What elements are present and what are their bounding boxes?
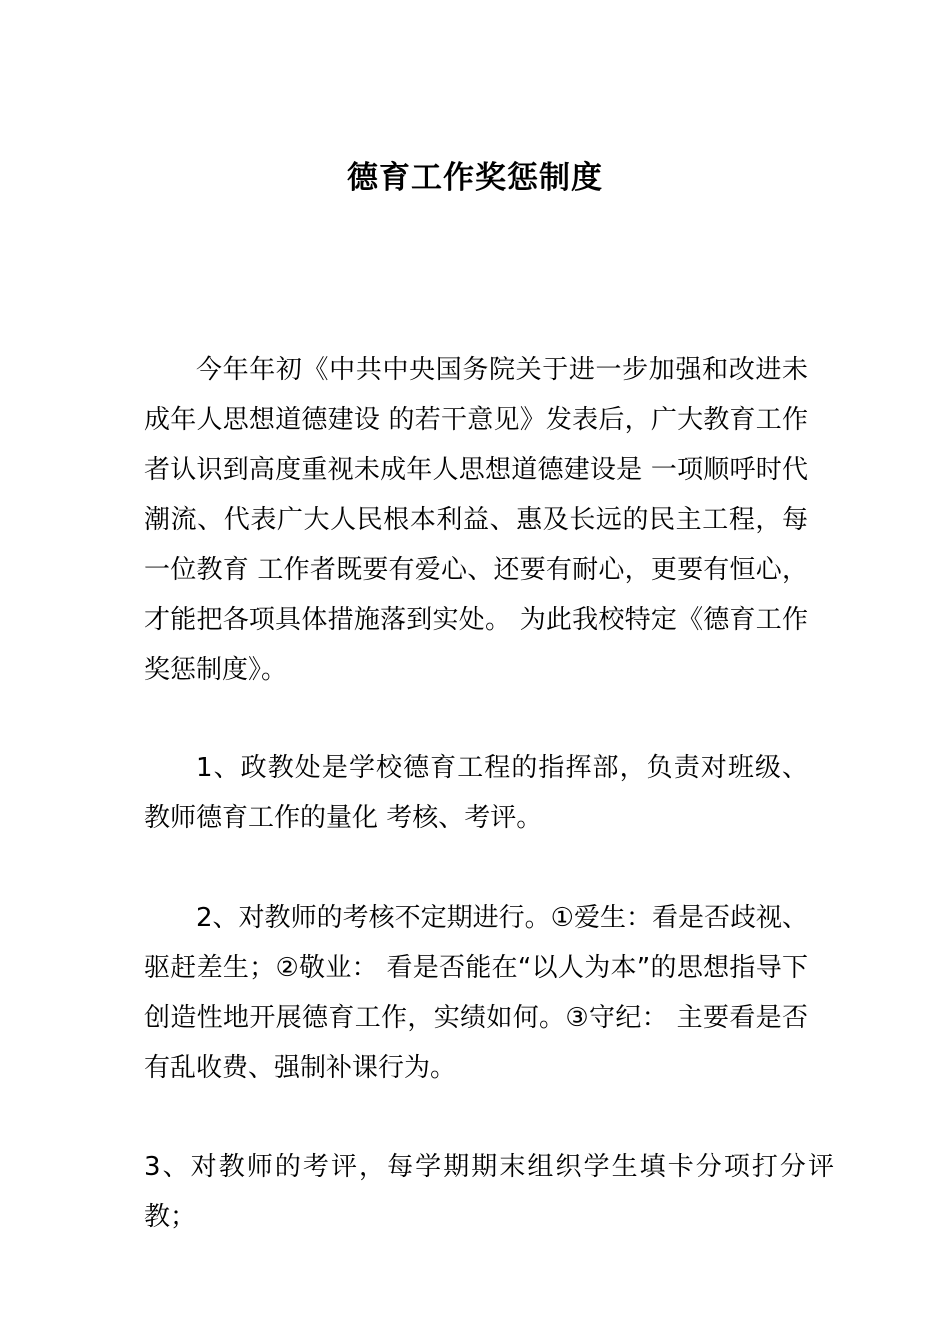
rule-item-3: 3、对教师的考评，每学期期末组织学生填卡分项打分评教；: [144, 1152, 834, 1232]
intro-paragraph: 今年年初《中共中央国务院关于进一步加强和改进未成年人思想道德建设 的若干意见》发表后，广大教育工作者认识到高度重视未成年人思想道德建设是 一项顺呼时代潮流、代表广大人民根本利益、惠及长远的民主工程，每一位教育 工作者既要有爱心、还要有耐心，更要有恒心，才能把各项具体措施落到实处。 为此我校特定《德育工作奖惩制度》。: [144, 355, 808, 685]
document-title: 德育工作奖惩制度: [347, 160, 603, 196]
rule-item-2: 2、对教师的考核不定期进行。①爱生：看是否歧视、驱赶差生；②敬业： 看是否能在“以人为本”的思想指导下创造性地开展德育工作，实绩如何。③守纪： 主要看是否有乱收费、强制补课行为。: [144, 903, 808, 1083]
rule-item-1: 1、政教处是学校德育工程的指挥部，负责对班级、教师德育工作的量化 考核、考评。: [144, 753, 808, 833]
